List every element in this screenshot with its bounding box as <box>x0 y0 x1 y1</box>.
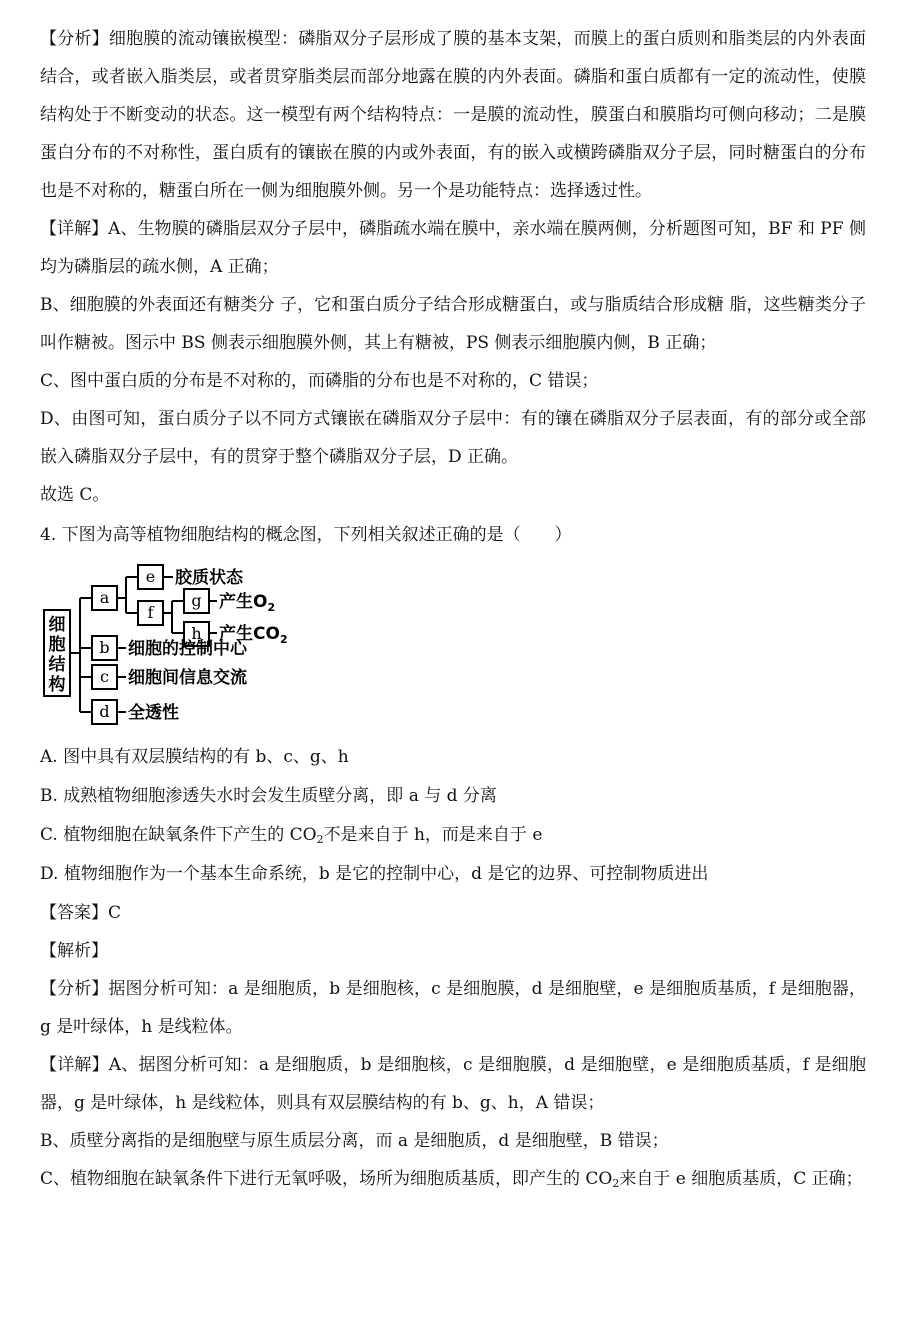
concept-diagram-svg <box>40 562 340 734</box>
option-a: A. 图中具有双层膜结构的有 b、c、g、h <box>40 747 349 767</box>
root-char-4: 构 <box>48 675 66 695</box>
explanation-detail-c: C、植物细胞在缺氧条件下进行无氧呼吸，场所为细胞质基质，即产生的 $CO_2$来自于 e 细胞质基质，C 正确； <box>40 1169 863 1190</box>
node-g: g <box>191 591 202 610</box>
document-page <box>40 20 866 1198</box>
prev-detail-d: D、由图可知，蛋白质分子以不同方式镶嵌在磷脂双分子层中：有的镶在磷脂双分子层表面，有的部分或全部嵌入磷脂双分子层中，有的贯穿于整个磷脂双分子层，D 正确。 <box>40 409 866 467</box>
prev-conclusion: 故选 C。 <box>40 485 110 505</box>
explanation-detail-b: B、质壁分离指的是细胞壁与原生质层分离，而 a 是细胞质，d 是细胞壁，B 错误； <box>40 1131 669 1151</box>
option-d: D. 植物细胞作为一个基本生命系统，b 是它的控制中心，d 是它的边界、可控制物质进出 <box>40 864 709 884</box>
prev-detail-b: B、细胞膜的外表面还有糖类分 子，它和蛋白质分子结合形成糖蛋白，或与脂质结合形成糖 脂，这些糖类分子叫作糖被。图示中 BS 侧表示细胞膜外侧，其上有糖被，PS 侧表示细胞膜内侧，B 正确； <box>40 295 866 353</box>
node-b: b <box>99 638 110 657</box>
explanation-analysis: 【分析】据图分析可知：a 是细胞质，b 是细胞核，c 是细胞膜，d 是细胞壁，e 是细胞质基质，f 是细胞器，g 是叶绿体，h 是线粒体。 <box>40 979 866 1037</box>
node-a: a <box>99 588 110 607</box>
label-c: 细胞间信息交流 <box>128 668 247 688</box>
question-stem: 4. 下图为高等植物细胞结构的概念图，下列相关叙述正确的是（ ） <box>40 525 572 545</box>
root-char-2: 胞 <box>48 635 66 655</box>
prev-detail-a: 【详解】A、生物膜的磷脂层双分子层中，磷脂疏水端在膜中，亲水端在膜两侧，分析题图可知，BF 和 PF 侧均为磷脂层的疏水侧，A 正确； <box>40 219 866 277</box>
option-c: C. 植物细胞在缺氧条件下产生的 $CO_2$不是来自于 h，而是来自于 e <box>40 825 543 846</box>
label-e: 胶质状态 <box>175 568 243 588</box>
answer-line: 【答案】C <box>40 903 122 923</box>
root-char-3: 结 <box>48 655 66 675</box>
node-c: c <box>100 667 109 686</box>
root-char-1: 细 <box>48 615 66 635</box>
prev-analysis: 【分析】细胞膜的流动镶嵌模型：磷脂双分子层形成了膜的基本支架，而膜上的蛋白质则和脂类层的内外表面结合，或者嵌入脂类层，或者贯穿脂类层而部分地露在膜的内外表面。磷脂和蛋白质都有一定的流动性，使膜结构处于不断变动的状态。这一模型有两个结构特点：一是膜的流动性，膜蛋白和膜脂均可侧向移动；二是膜蛋白分布的不对称性，蛋白质有的镶嵌在膜的内或外表面，有的嵌入或横跨磷脂双分子层，同时糖蛋白的分布也是不对称的，糖蛋白所在一侧为细胞膜外侧。另一个是功能特点：选择透过性。 <box>40 29 866 201</box>
explanation-detail-a: 【详解】A、据图分析可知：a 是细胞质，b 是细胞核，c 是细胞膜，d 是细胞壁，e 是细胞质基质，f 是细胞器，g 是叶绿体，h 是线粒体，则具有双层膜结构的有 b、g、h，A 错误； <box>40 1055 866 1113</box>
prev-detail-c: C、图中蛋白质的分布是不对称的，而磷脂的分布也是不对称的，C 错误； <box>40 371 599 391</box>
node-f: f <box>147 603 154 622</box>
label-h: 产生$CO_2$ <box>219 624 288 646</box>
label-g: 产生$O_2$ <box>219 592 276 614</box>
node-d: d <box>99 702 110 721</box>
node-e: e <box>145 567 156 586</box>
explanation-title: 【解析】 <box>40 941 108 961</box>
label-b: 细胞的控制中心 <box>128 639 247 659</box>
option-b: B. 成熟植物细胞渗透失水时会发生质壁分离，即 a 与 d 分离 <box>40 786 497 806</box>
concept-diagram <box>40 562 866 734</box>
label-d: 全透性 <box>128 703 179 723</box>
node-h: h <box>191 624 202 643</box>
